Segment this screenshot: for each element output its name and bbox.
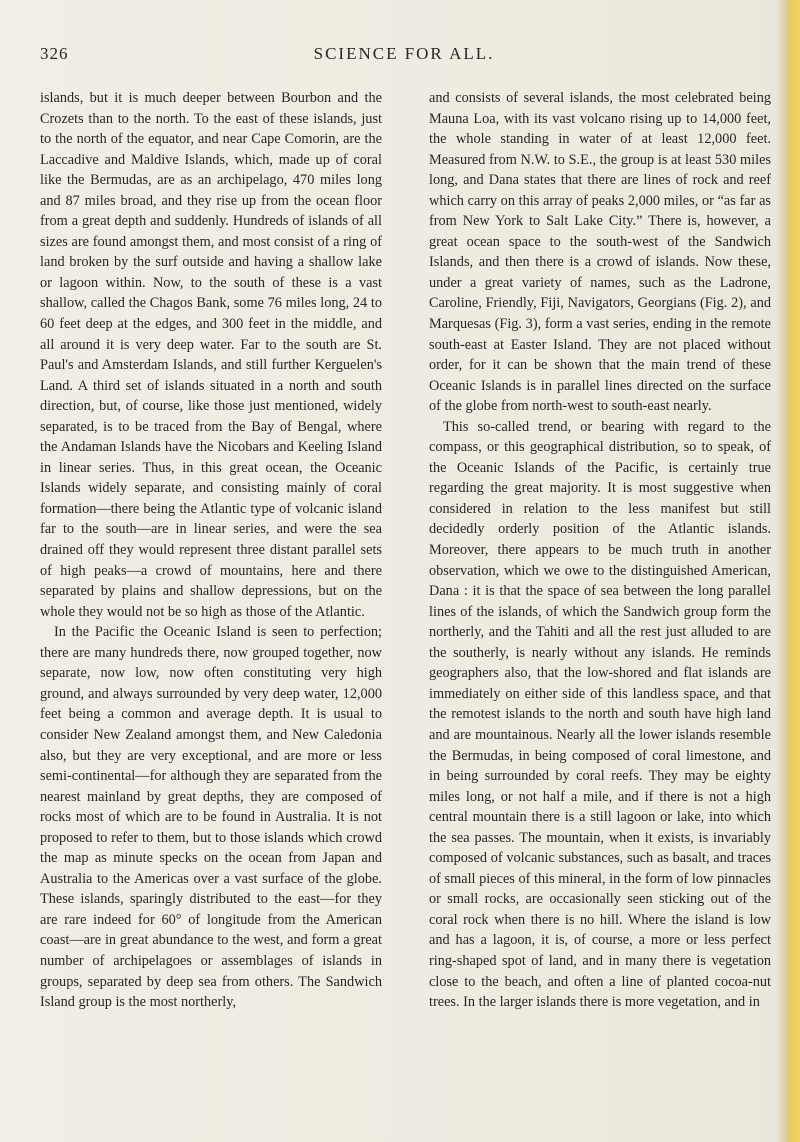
paragraph: islands, but it is much deeper between Bourbon and the Crozets than to the north. To the east of these islands, just to the north of the equator, and near Cape Comorin, are the Laccadive and Maldive Islands, which, made up of coral like the Bermudas, are as an archipelago, 470 miles long and 87 miles broad, and they rise up from the ocean floor from a great depth and suddenly. Hundreds of islands of all sizes are found amongst them, and most consist of a ring of land broken by the surf outside and having a shallow lake or lagoon within. Now, to the south of these is a vast shallow, called the Chagos Bank, some 76 miles long, 24 to 60 feet deep at the edges, and 300 feet in the middle, and all around it is very deep water. Far to the south are St. Paul's and Amsterdam Islands, and still further Kerguelen's Land. A third set of islands situated in a north and south direction, but, of course, like those just mentioned, widely separated, is to be traced from the Bay of Bengal, where the Andaman Islands have the Nicobars and Keeling Island in linear series. Thus, in this great ocean, the Oceanic Islands widely separate, and consisting mainly of coral formation—there being the Atlantic type of volcanic island far to the south—are in linear series, and were the sea drained off they would represent three distant parallel sets of high peaks—a crowd of mountains, here and there separated by plains and shallow depressions, but on the whole they would not be so high as those of the Atlantic. <box>40 90 382 620</box>
page-header <box>40 44 768 70</box>
left-column <box>40 88 382 1013</box>
right-column <box>429 88 771 1013</box>
paragraph: This so-called trend, or bearing with regard to the compass, or this geographical distribution, so to speak, of the Oceanic Islands of the Pacific, is certainly true regarding the great majority. It is most suggestive when considered in relation to the less manifest but still decidedly orderly position of the Atlantic islands. Moreover, there appears to be much truth in another observation, which we owe to the distinguished American, Dana : it is that the space of sea between the long parallel lines of the islands, of which the Sandwich group form the northerly, and the Tahiti and all the rest just alluded to are the southerly, is nearly without any islands. He reminds geographers also, that the low-shored and flat islands are immediately on either side of this landless space, and that the remotest islands to the north and south have high land and are mountainous. Nearly all the lower islands resemble the Bermudas, in being composed of coral limestone, and in being surrounded by coral reefs. They may be eighty miles long, or not half a mile, and if there is not a high central mountain there is a still lagoon or lake, into which the sea passes. The mountain, when it exists, is invariably composed of volcanic substances, such as basalt, and traces of small pieces of this mineral, in the form of low pinnacles or small rocks, are occasionally seen sticking out of the coral rock when there is no hill. Where the island is low and has a lagoon, it is, of course, a more or less perfect ring-shaped spot of land, and in many there is vegetation close to the beach, and often a line of planted cocoa-nut trees. In the larger islands there is more vegetation, and in <box>429 418 771 1011</box>
paragraph: In the Pacific the Oceanic Island is seen to perfection; there are many hundreds there, now grouped together, now separate, now low, now often constituting very high ground, and always surrounded by very deep water, 12,000 feet being a common and average depth. It is usual to consider New Zealand amongst them, and New Caledonia also, but they are very exceptional, and are more or less semi-continental—for although they are separated from the nearest mainland by great depths, they are composed of rocks most of which are to be found in Australia. It is not proposed to refer to them, but to those islands which crowd the map as minute specks on the ocean from Japan and Australia to the Americas over a vast surface of the globe. These islands, sparingly distributed to the east—for they are rare indeed for 60° of longitude from the American coast—are in great abundance to the west, and form a great number of archipelagoes or assemblages of islands in groups, separated by deep sea from others. The Sandwich Island group is the most northerly, <box>40 624 382 1011</box>
paragraph: and consists of several islands, the most celebrated being Mauna Loa, with its vast volcano rising up to 14,000 feet, the whole standing in water of at least 12,000 feet. Measured from N.W. to S.E., the group is at least 530 miles long, and Dana states that there are lines of rock and reef which carry on this array of peaks 2,000 miles, or “as far as from New York to Salt Lake City.” There is, however, a great ocean space to the south-west of the Sandwich Islands, and then there is a crowd of islands. Now these, under a great variety of names, such as the Ladrone, Caroline, Friendly, Fiji, Navigators, Georgians (Fig. 2), and Marquesas (Fig. 3), form a vast series, ending in the remote south-east at Easter Island. They are not placed without order, for it can be shown that the main trend of these Oceanic Islands is in parallel lines directed on the surface of the globe from north-west to south-east nearly. <box>429 90 771 415</box>
running-head: SCIENCE FOR ALL. <box>313 44 495 63</box>
page-edge <box>786 0 800 1142</box>
page-number: 326 <box>40 44 69 63</box>
